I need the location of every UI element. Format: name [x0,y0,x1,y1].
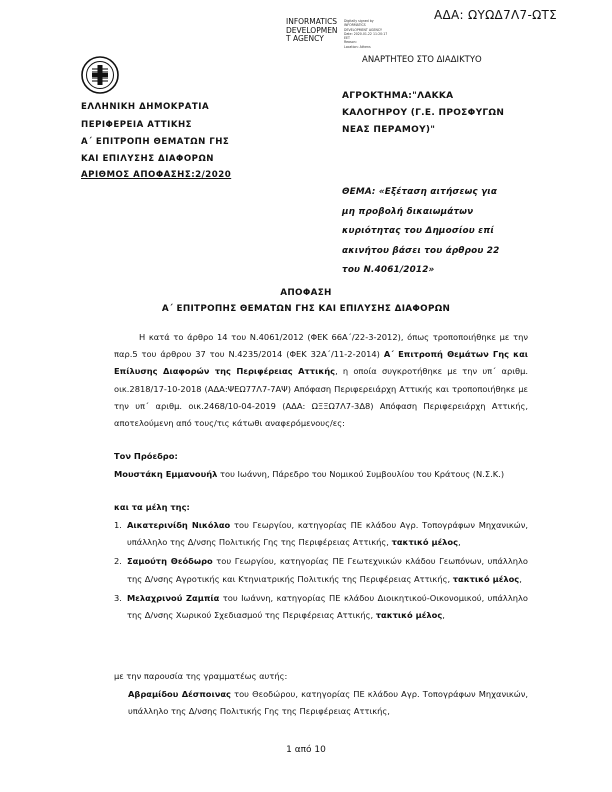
president-entry: Μουστάκη Εμμανουήλ του Ιωάννη, Πάρεδρο του Νομικού Συμβουλίου του Κράτους (Ν.Σ.Κ.) [114,469,505,479]
list-item: 3. Μελαχρινού Ζαμπία του Ιωάννη, κατηγορίας ΠΕ κλάδου Διοικητικού-Οικονομικού, υπάλληλο της Δ/νσης Χωρικού Σχεδιασμού της Περιφέρειας Αττικής, τακτικό μέλος, [114,592,528,621]
subject-line: ΘΕΜΑ: «Εξέταση αιτήσεως για [342,187,498,197]
member-name: Σαμούτη Θεόδωρο [127,556,213,567]
subject-line: κυριότητας του Δημοσίου επί [342,226,495,236]
members-label: και τα μέλη της: [114,502,190,512]
header-region: ΠΕΡΙΦΕΡΕΙΑ ΑΤΤΙΚΗΣ [81,120,193,130]
signature-line: T AGENCY [286,34,324,43]
member-name: Αικατερινίδη Νικόλαο [127,520,231,530]
signature-line: DEVELOPMEN [286,25,338,35]
property-line: ΝΕΑΣ ΠΕΡΑΜΟΥ)" [342,125,436,135]
digital-signature-label [286,18,346,44]
ada-code: ΑΔΑ: ΩΥΩΔ7Λ7-ΩΤΣ [434,8,558,22]
subject-line: του Ν.4061/2012» [342,265,435,275]
subject-line: ακινήτου βάσει του άρθρου 22 [342,245,500,256]
committee-name: Α΄ Επιτροπή Θεμάτων Γης και Επίλυσης Διαφορών της Περιφέρειας Αττικής [114,349,528,377]
intro-paragraph: Η κατά το άρθρο 14 του Ν.4061/2012 (ΦΕΚ 66Α΄/22-3-2012), όπως τροποποιήθηκε με την παρ.5 του άρθρου 37 του Ν.4235/2014 (ΦΕΚ 32Α΄/11-2-2014) Α΄ Επιτροπή Θεμάτων Γης και Επίλυσης Διαφορών της Περιφέρειας Αττικής, η οποία συγκροτήθηκε με την υπ΄ αριθμ. οικ.2818/17-10-2018 (ΑΔΑ:ΨΕΩ77Λ7-7ΑΨ) Απόφαση Περιφερειάρχη Αττικής και τροποποιήθηκε με την υπ΄ αριθμ. οικ.2468/10-04-2019 (ΑΔΑ: ΩΞΞΩ7Λ7-3Δ8) Απόφαση Περιφερειάρχη Αττικής, αποτελούμενη από τους/τις κάτωθι αναφερόμενους/ες: [114,332,529,429]
header-country: ΕΛΛΗΝΙΚΗ ΔΗΜΟΚΡΑΤΙΑ [81,102,210,112]
secretary-label: με την παρουσία της γραμματέως αυτής: [114,671,288,681]
list-item: 2. Σαμούτη Θεόδωρο του Γεωργίου, κατηγορίας ΠΕ Γεωτεχνικών κλάδου Γεωπόνων, υπάλληλο της Δ/νσης Αγροτικής και Κτηνιατρικής Πολιτικής της Περιφέρειας Αττικής, τακτικό μέλος, [114,556,528,584]
list-item: 1. Αικατερινίδη Νικόλαο του Γεωργίου, κατηγορίας ΠΕ κλάδου Αγρ. Τοπογράφων Μηχανικών, υπάλληλο της Δ/νσης Πολιτικής Γης της Περιφέρειας Αττικής, τακτικό μέλος, [114,520,528,548]
property-line: ΚΑΛΟΓΗΡΟΥ (Γ.Ε. ΠΡΟΣΦΥΓΩΝ [342,108,505,118]
property-line: ΑΓΡΟΚΤΗΜΑ:"ΛΑΚΚΑ [342,91,454,101]
secretary-entry: Αβραμίδου Δέσποινας του Θεοδώρου, κατηγορίας ΠΕ κλάδου Αγρ. Τοπογράφων Μηχανικών, υπάλληλο της Δ/νσης Πολιτικής Γης της Περιφέρειας Αττικής, [128,689,529,717]
decision-title: ΑΠΟΦΑΣΗ [280,288,332,298]
digital-signature-details: Digitally signed by INFORMATICS DEVELOPMENT AGENCY Date: 2020.01.22 11:20:17 EET Reason: Location: Athens [344,19,388,49]
secretary-name: Αβραμίδου Δέσποινας [128,689,231,699]
header-committee: Α΄ ΕΠΙΤΡΟΠΗ ΘΕΜΑΤΩΝ ΓΗΣ [81,137,230,147]
member-name: Μελαχρινού Ζαμπία [127,592,220,603]
president-label: Τον Πρόεδρο: [114,451,178,461]
signature-line: INFORMATICS [286,17,338,26]
subject-line: μη προβολή δικαιωμάτων [342,206,474,217]
members-list [114,517,528,624]
greek-emblem-icon [81,56,119,94]
header-committee-cont: ΚΑΙ ΕΠΙΛΥΣΗΣ ΔΙΑΦΟΡΩΝ [81,154,214,164]
subject-block [342,183,542,281]
decision-subtitle: Α΄ ΕΠΙΤΡΟΠΗΣ ΘΕΜΑΤΩΝ ΓΗΣ ΚΑΙ ΕΠΙΛΥΣΗΣ ΔΙΑΦΟΡΩΝ [161,304,451,314]
published-label: ΑΝΑΡΤΗΤΕΟ ΣΤΟ ΔΙΑΔΙΚΤΥΟ [362,55,482,65]
decision-number: ΑΡΙΘΜΟΣ ΑΠΟΦΑΣΗΣ:2/2020 [81,170,232,180]
page-number: 1 από 10 [286,745,326,755]
property-header [342,88,542,139]
president-name: Μουστάκη Εμμανουήλ [114,469,218,479]
